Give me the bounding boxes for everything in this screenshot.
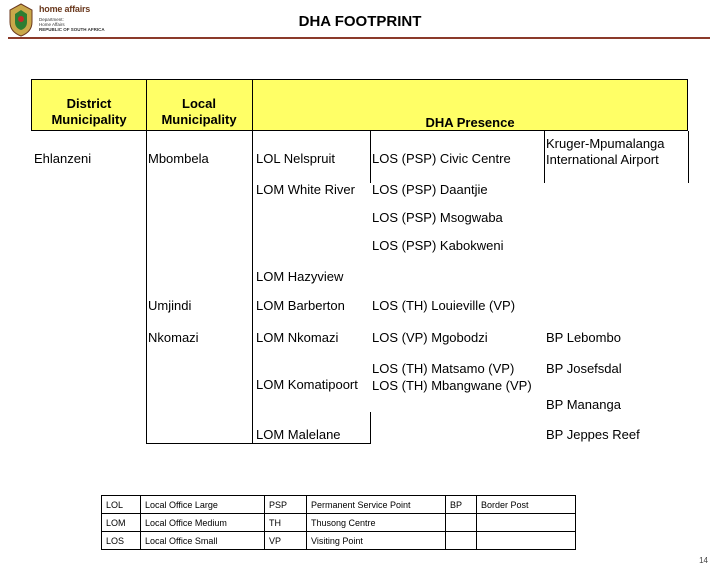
office: LOM Malelane	[256, 427, 341, 442]
header-divider	[8, 37, 710, 39]
legend-meaning: Border Post	[477, 496, 576, 514]
office: BP Jeppes Reef	[546, 427, 640, 442]
page-title: DHA FOOTPRINT	[298, 13, 422, 30]
page-number: 14	[699, 556, 708, 565]
legend-abbreviation	[446, 514, 477, 532]
office: BP Lebombo	[546, 330, 621, 345]
legend-abbreviation: TH	[265, 514, 307, 532]
legend-meaning	[477, 514, 576, 532]
grid-line	[252, 79, 253, 443]
legend-meaning	[477, 532, 576, 550]
logo-line: Department:	[39, 17, 64, 22]
header-district: District Municipality	[51, 96, 127, 127]
legend-row	[102, 496, 576, 514]
office: LOM White River	[256, 182, 355, 197]
logo-line: REPUBLIC OF SOUTH AFRICA	[39, 27, 105, 32]
office: LOS (PSP) Msogwaba	[372, 210, 503, 225]
legend-meaning: Local Office Small	[141, 532, 265, 550]
office: BP Josefsdal	[546, 361, 622, 376]
office: LOM Barberton	[256, 298, 345, 313]
office: LOS (PSP) Civic Centre	[372, 151, 511, 166]
legend-meaning: Local Office Medium	[141, 514, 265, 532]
legend-meaning: Permanent Service Point	[307, 496, 446, 514]
district-name: Ehlanzeni	[34, 151, 92, 166]
office: LOL Nelspruit	[256, 151, 335, 166]
grid-line	[370, 412, 371, 443]
office: LOS (TH) Matsamo (VP)	[372, 361, 515, 376]
legend-abbreviation: PSP	[265, 496, 307, 514]
grid-line	[146, 443, 371, 444]
legend-abbreviation: VP	[265, 532, 307, 550]
office: BP Mananga	[546, 397, 621, 412]
office: LOM Komatipoort	[256, 377, 358, 392]
legend-abbreviation: BP	[446, 496, 477, 514]
office: LOS (TH) Mbangwane (VP)	[372, 378, 532, 393]
local-municipality: Nkomazi	[148, 330, 199, 345]
legend-meaning: Local Office Large	[141, 496, 265, 514]
legend-abbreviation: LOM	[102, 514, 141, 532]
logo-line: Home Affairs	[39, 22, 65, 27]
header-presence: DHA Presence	[425, 115, 515, 130]
legend-abbreviation	[446, 532, 477, 550]
grid-line	[544, 131, 545, 183]
office: LOM Nkomazi	[256, 330, 339, 345]
legend-meaning: Thusong Centre	[307, 514, 446, 532]
grid-line	[146, 79, 147, 443]
office: LOS (PSP) Daantjie	[372, 182, 488, 197]
office: LOS (PSP) Kabokweni	[372, 238, 504, 253]
grid-line	[688, 131, 689, 183]
logo-brand: home affairs	[39, 4, 91, 14]
legend-abbreviation: LOS	[102, 532, 141, 550]
legend-table	[101, 495, 576, 550]
header-local: Local Municipality	[161, 96, 237, 127]
legend-abbreviation: LOL	[102, 496, 141, 514]
local-municipality: Mbombela	[148, 151, 209, 166]
grid-line	[370, 131, 371, 183]
legend-row	[102, 514, 576, 532]
office: LOS (TH) Louieville (VP)	[372, 298, 516, 313]
local-municipality: Umjindi	[148, 298, 192, 313]
legend-meaning: Visiting Point	[307, 532, 446, 550]
office: LOM Hazyview	[256, 269, 344, 284]
legend-row	[102, 532, 576, 550]
office: Kruger-Mpumalanga International Airport	[546, 136, 665, 167]
office: LOS (VP) Mgobodzi	[372, 330, 488, 345]
